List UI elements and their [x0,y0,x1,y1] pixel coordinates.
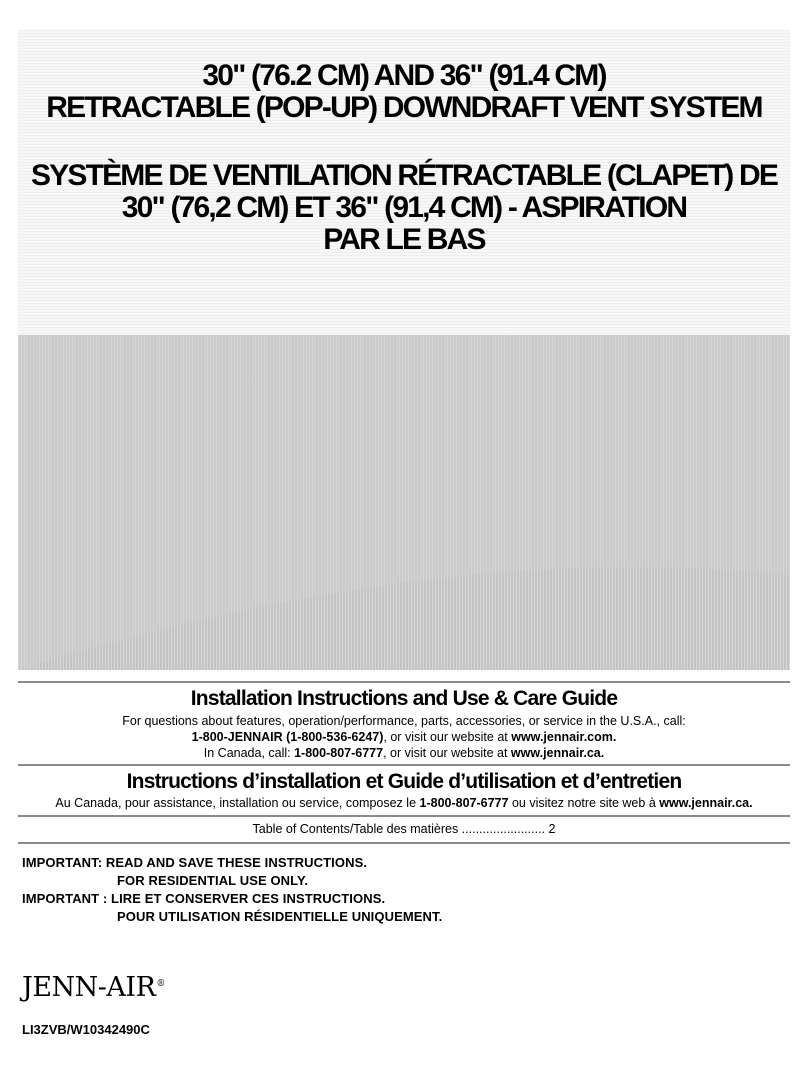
french-contact-text: Au Canada, pour assistance, installation ou service, composez le [55,796,420,810]
canada-call-label: In Canada, call: [203,746,295,760]
divider [18,842,790,844]
document-code: LI3ZVB/W10342490C [22,1022,150,1037]
us-phone-number: 1-800-JENNAIR (1-800-536-6247) [191,730,384,744]
french-contact-text: ou visitez notre site web à [508,796,660,810]
divider [18,815,790,817]
french-title-line-1: SYSTÈME DE VENTILATION RÉTRACTABLE (CLAPET) DE [30,159,778,192]
english-contact-line-1: For questions about features, operation/performance, parts, accessories, or service in the U.S.A., call: [122,714,686,728]
decorative-arc [18,335,790,670]
french-section-heading: Instructions d’installation et Guide d’utilisation et d’entretien [126,770,682,793]
canada-phone-number: 1-800-807-6777 [294,746,384,760]
french-phone-number: 1-800-807-6777 [419,796,509,810]
french-title-line-3: PAR LE BAS [323,223,485,256]
english-title [18,60,790,124]
divider [18,764,790,766]
english-title-line-1: 30" (76.2 CM) AND 36" (91.4 CM) [202,59,606,92]
english-section-heading: Installation Instructions and Use & Care Guide [190,687,618,710]
registered-mark: ® [156,979,165,989]
table-of-contents-entry[interactable]: Table of Contents/Table des matières ........................ 2 [252,822,556,836]
important-en-line-2: FOR RESIDENTIAL USE ONLY. [117,873,309,888]
french-contact-line [18,796,790,810]
important-fr-line-1: IMPORTANT : LIRE ET CONSERVER CES INSTRUCTIONS. [22,891,386,906]
important-en-line-1: IMPORTANT: READ AND SAVE THESE INSTRUCTIONS. [22,855,368,870]
brand-logo [22,972,165,1003]
french-title [18,160,790,256]
us-website-link[interactable]: www.jennair.com. [511,730,617,744]
english-title-line-2: RETRACTABLE (POP-UP) DOWNDRAFT VENT SYSTEM [46,91,762,124]
english-contact-line-3 [18,746,790,760]
french-website-link[interactable]: www.jennair.ca. [659,796,753,810]
brand-name: JENN-AIR [22,972,156,1003]
cover-top-panel [18,30,790,670]
english-contact-text: , or visit our website at [383,730,512,744]
french-title-line-2: 30" (76,2 CM) ET 36" (91,4 CM) - ASPIRATION [121,191,687,224]
important-fr-line-2: POUR UTILISATION RÉSIDENTIELLE UNIQUEMENT. [117,909,443,924]
divider [18,681,790,683]
canada-website-link[interactable]: www.jennair.ca. [510,746,605,760]
english-contact-text: , or visit our website at [383,746,511,760]
english-contact-line-2 [18,730,790,744]
